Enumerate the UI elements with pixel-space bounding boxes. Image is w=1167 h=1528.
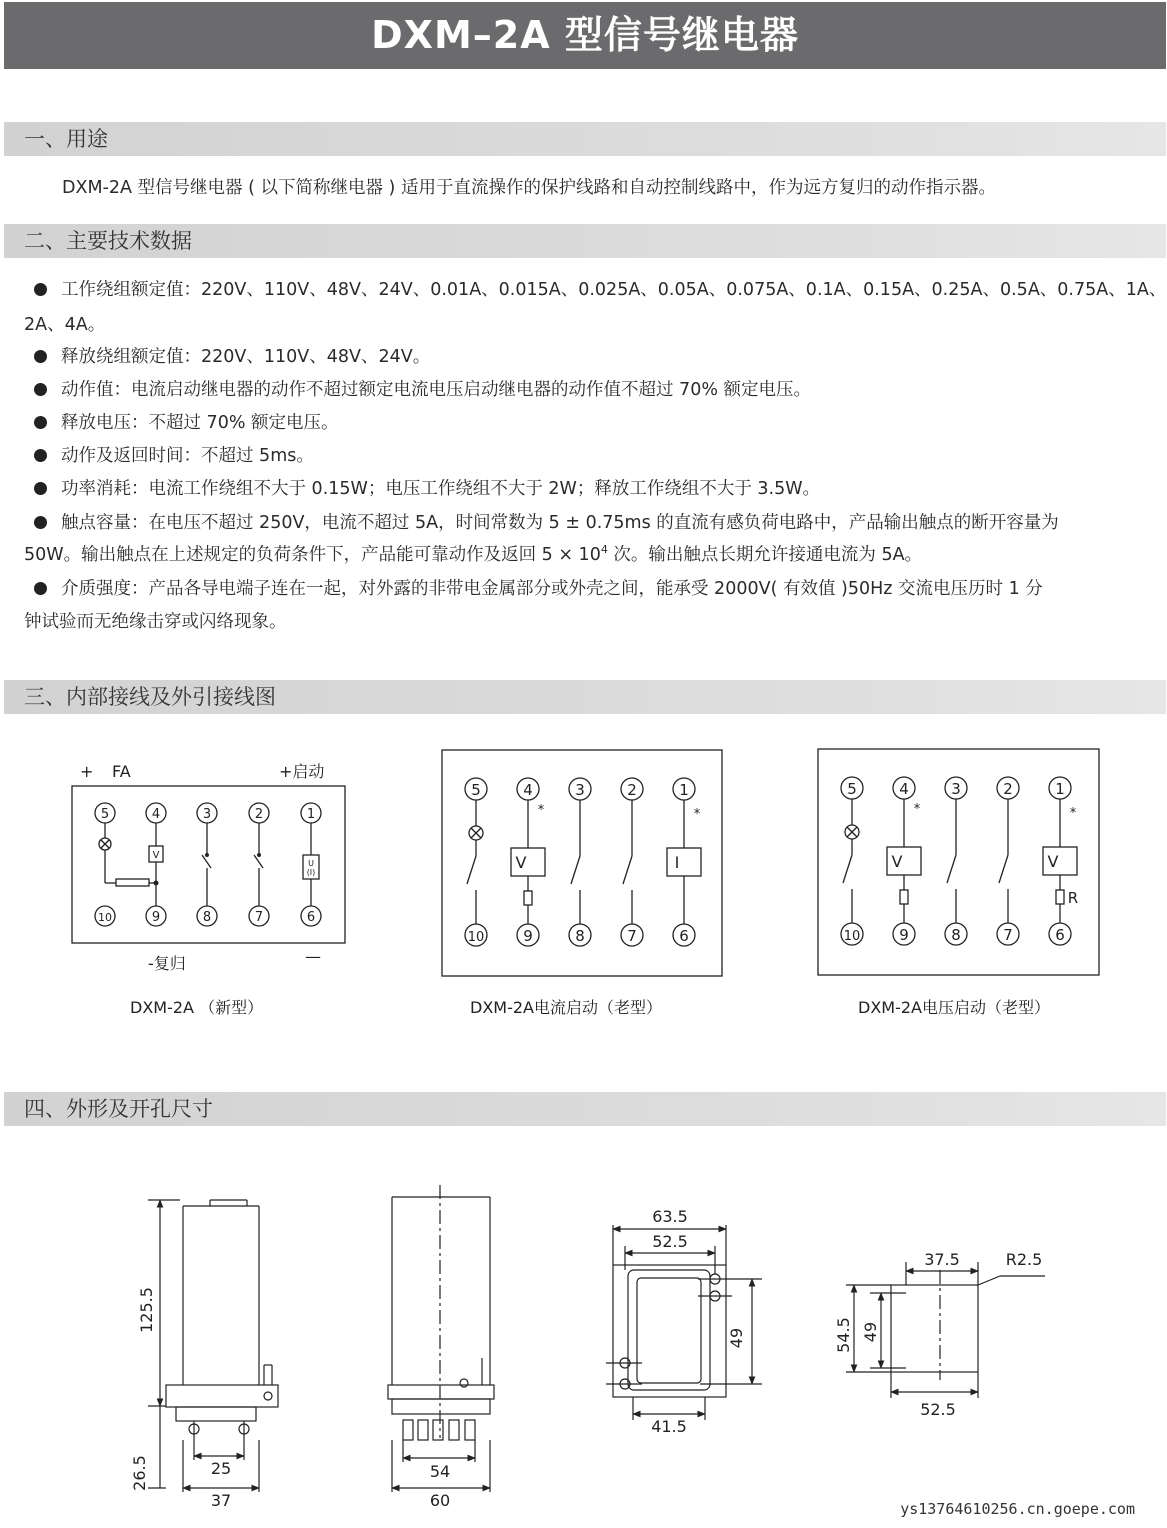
section-title-usage: 一、用途 (24, 127, 108, 151)
terminal-label: 2 (254, 807, 264, 822)
label-fa: FA (112, 762, 131, 781)
terminal-label: 6 (306, 910, 316, 925)
terminal-label: 6 (679, 927, 689, 945)
polarity-mark: * (913, 802, 921, 817)
dim-label: 37 (210, 1491, 232, 1510)
dim-label: 125.5 (137, 1287, 156, 1333)
coil-label: U (308, 859, 314, 868)
terminal-label: 4 (523, 781, 533, 799)
label-start: +启动 (279, 762, 325, 781)
polarity-mark: * (1069, 806, 1077, 821)
dim-label: 26.5 (130, 1455, 149, 1491)
diagram-caption: DXM-2A （新型） (130, 998, 264, 1017)
dim-label: 49 (861, 1321, 880, 1343)
dim-label: 49 (727, 1327, 746, 1349)
dim-label: 37.5 (924, 1250, 960, 1269)
terminal-label: 9 (899, 926, 909, 944)
coil-label: V (152, 850, 160, 861)
terminal-label: 10 (843, 929, 861, 944)
coil-label: V (891, 852, 903, 871)
terminal-label: 2 (1003, 780, 1013, 798)
spec-item-cont: 钟试验而无绝缘击穿或闪络现象。 (24, 612, 287, 632)
spec-item: 释放绕组额定值：220V、110V、48V、24V。 (34, 343, 430, 368)
terminal-label: 4 (151, 807, 161, 822)
dim-label: 54.5 (834, 1317, 853, 1353)
page-title: DXM–2A 型信号继电器 (371, 13, 799, 57)
label-minus: — (305, 947, 321, 966)
coil-label: (I) (306, 868, 316, 877)
coil-label: V (515, 853, 527, 872)
usage-text: DXM-2A 型信号继电器 ( 以下简称继电器 ) 适用于直流操作的保护线路和自动控制线路中，作为远方复归的动作指示器。 (62, 178, 996, 198)
terminal-label: 8 (951, 926, 961, 944)
spec-item: 触点容量：在电压不超过 250V，电流不超过 5A，时间常数为 5 ± 0.75ms 的直流有感负荷电路中，产品输出触点的断开容量为 (34, 509, 1059, 534)
spec-item: 动作及返回时间：不超过 5ms。 (34, 442, 314, 467)
dim-label: 54 (429, 1462, 451, 1481)
spec-item: 动作值：电流启动继电器的动作不超过额定电流电压启动继电器的动作值不超过 70% 额定电压。 (34, 376, 811, 401)
terminal-label: 5 (471, 781, 481, 799)
section-title-wiring: 三、内部接线及外引接线图 (24, 685, 276, 709)
terminal-label: 1 (679, 781, 689, 799)
terminal-label: 7 (254, 910, 264, 925)
terminal-label: 5 (100, 807, 110, 822)
side-view-drawing (148, 1200, 278, 1492)
dim-label: 60 (429, 1491, 451, 1510)
terminal-label: 3 (575, 781, 585, 799)
coil-label: I (674, 853, 680, 872)
section-title-specs: 二、主要技术数据 (24, 229, 192, 253)
watermark-text: ys13764610256.cn.goepe.com (900, 1500, 1135, 1518)
terminal-label: 1 (1055, 780, 1065, 798)
dim-label: 52.5 (920, 1400, 956, 1419)
terminal-label: 7 (1003, 926, 1013, 944)
back-view-drawing (606, 1225, 762, 1420)
polarity-mark: * (693, 807, 701, 822)
spec-item: 工作绕组额定值：220V、110V、48V、24V、0.01A、0.015A、0.025A、0.05A、0.075A、0.1A、0.15A、0.25A、0.5A、0.75A、1A、 (34, 276, 1166, 301)
terminal-label: 10 (467, 930, 485, 945)
terminal-label: 8 (202, 910, 212, 925)
resistor-label: R (1067, 889, 1079, 907)
dim-label: 25 (210, 1459, 232, 1478)
diagram-caption: DXM-2A电压启动（老型） (858, 998, 1050, 1017)
spec-item: 介质强度：产品各导电端子连在一起，对外露的非带电金属部分或外壳之间，能承受 2000V( 有效值 )50Hz 交流电压历时 1 分 (34, 575, 1043, 600)
spec-item: 功率消耗：电流工作绕组不大于 0.15W；电压工作绕组不大于 2W；释放工作绕组不大于 3.5W。 (34, 475, 820, 500)
terminal-label: 2 (627, 781, 637, 799)
coil-label: V (1047, 852, 1059, 871)
spec-item-cont: 2A、4A。 (24, 315, 106, 335)
terminal-label: 9 (151, 910, 161, 925)
terminal-label: 9 (523, 927, 533, 945)
terminal-label: 1 (306, 807, 316, 822)
dim-label: 41.5 (651, 1417, 687, 1436)
terminal-label: 6 (1055, 926, 1065, 944)
dim-label: 63.5 (652, 1207, 688, 1226)
terminal-label: 7 (627, 927, 637, 945)
section-title-dimensions: 四、外形及开孔尺寸 (24, 1097, 213, 1121)
spec-item: 释放电压：不超过 70% 额定电压。 (34, 409, 339, 434)
dim-label: R2.5 (1005, 1250, 1043, 1269)
label-reset: -复归 (148, 954, 186, 973)
label-plus: + (80, 762, 94, 781)
polarity-mark: * (537, 803, 545, 818)
terminal-label: 4 (899, 780, 909, 798)
terminal-label: 10 (98, 911, 112, 924)
spec-item-cont: 50W。输出触点在上述规定的负荷条件下，产品能可靠动作及返回 $5 \times 10^4$ 次。输出触点长期允许接通电流为 5A。 (24, 543, 923, 565)
terminal-label: 3 (202, 807, 212, 822)
dim-label: 52.5 (652, 1232, 688, 1251)
terminal-label: 3 (951, 780, 961, 798)
terminal-label: 8 (575, 927, 585, 945)
section-header-dimensions (4, 1092, 1166, 1126)
front-view-drawing (388, 1185, 494, 1492)
terminal-label: 5 (847, 780, 857, 798)
diagram-caption: DXM-2A电流启动（老型） (470, 998, 662, 1017)
